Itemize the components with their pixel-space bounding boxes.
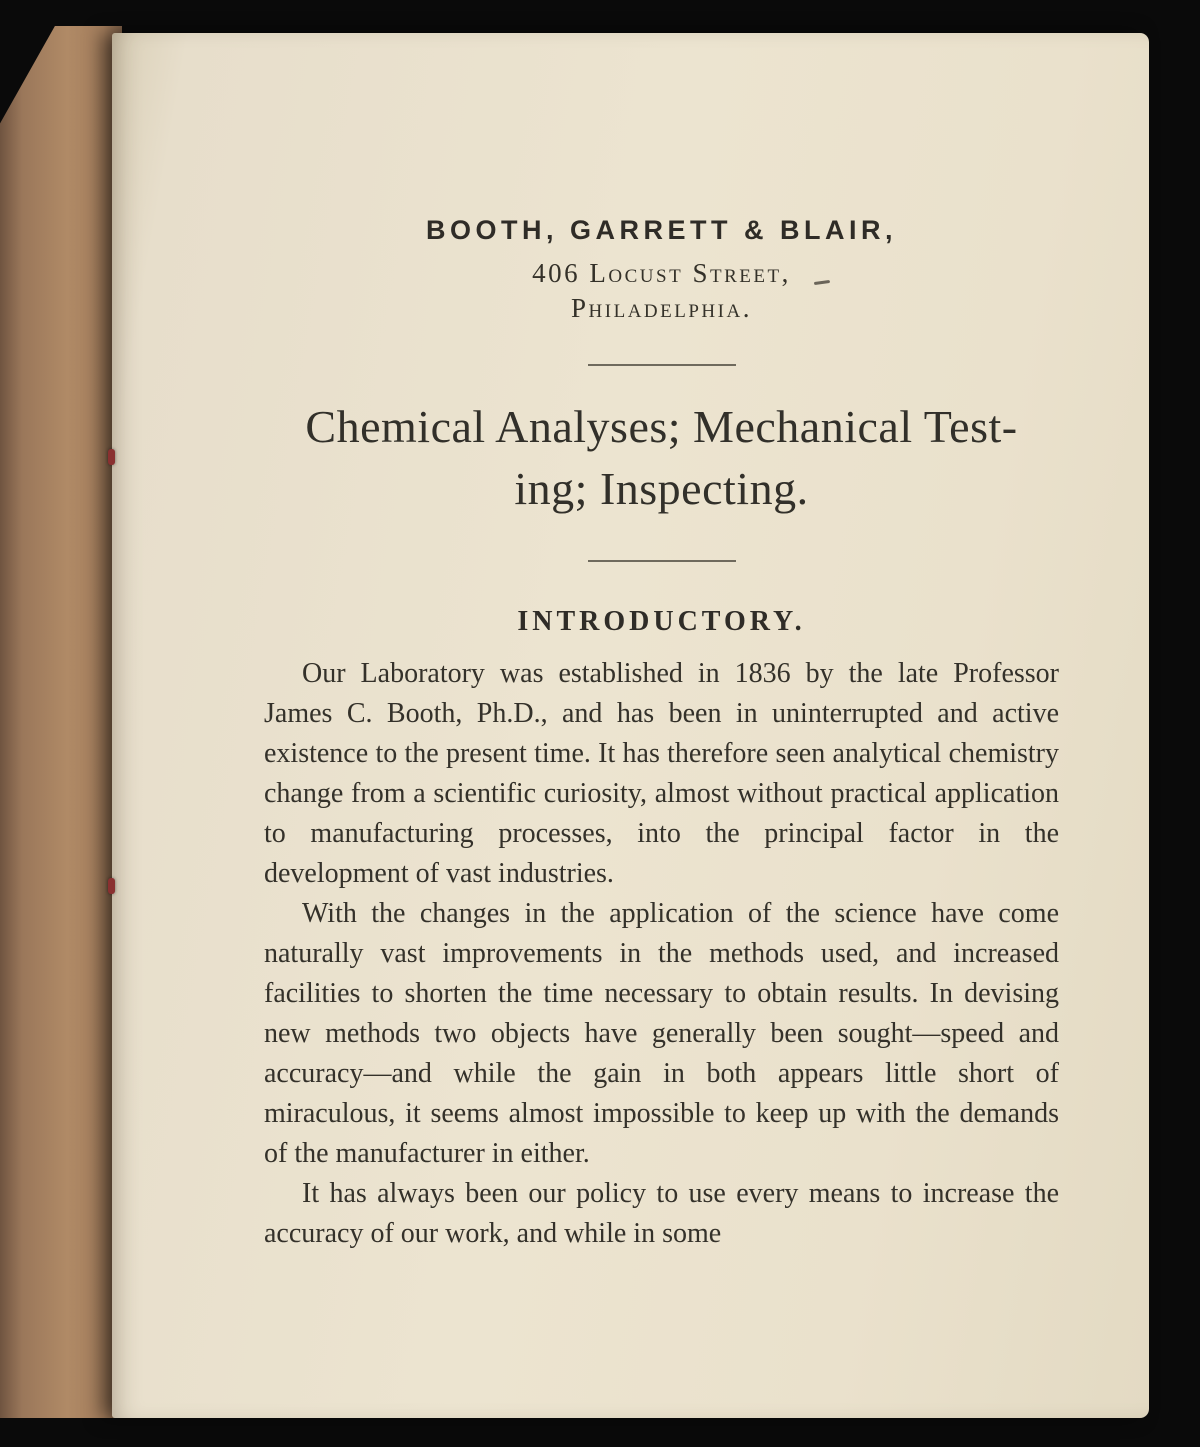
binding-stitch	[108, 449, 115, 465]
paragraph-1: Our Laboratory was established in 1836 by the late Professor James C. Booth, Ph.D., and has been in uninterrupted and active existence to the present time. It has therefore seen analytical chemistry change from a scientific curiosity, almost without practical application to manufacturing processes, into the principal factor in the development of vast industries.	[264, 658, 1059, 889]
company-name: BOOTH, GARRETT & BLAIR,	[426, 215, 897, 245]
divider-rule-bottom	[588, 560, 736, 562]
document-page	[112, 33, 1149, 1418]
city-line: Philadelphia.	[571, 293, 752, 323]
street-address: 406 Locust Street,	[532, 258, 791, 288]
paragraph-3: It has always been our policy to use every means to increase the accuracy of our work, and while in some	[264, 1178, 1059, 1249]
title-line-2: ing; Inspecting.	[514, 463, 809, 514]
title-line-1: Chemical Analyses; Mechanical Test-	[305, 401, 1018, 452]
divider-rule-top	[588, 364, 736, 366]
letterhead	[264, 215, 1059, 324]
binding-stitch	[108, 878, 115, 894]
document-title	[264, 396, 1059, 520]
paragraph-2: With the changes in the application of the science have come naturally vast improvements in the methods used, and increased facilities to shorten the time necessary to obtain results. In devising new methods two objects have generally been sought—speed and accuracy—and while the gain in both appears little short of miraculous, it seems almost impossible to keep up with the demands of the manufacturer in either.	[264, 898, 1059, 1169]
section-heading: INTRODUCTORY.	[517, 606, 806, 637]
book-cover-board	[0, 26, 122, 1418]
